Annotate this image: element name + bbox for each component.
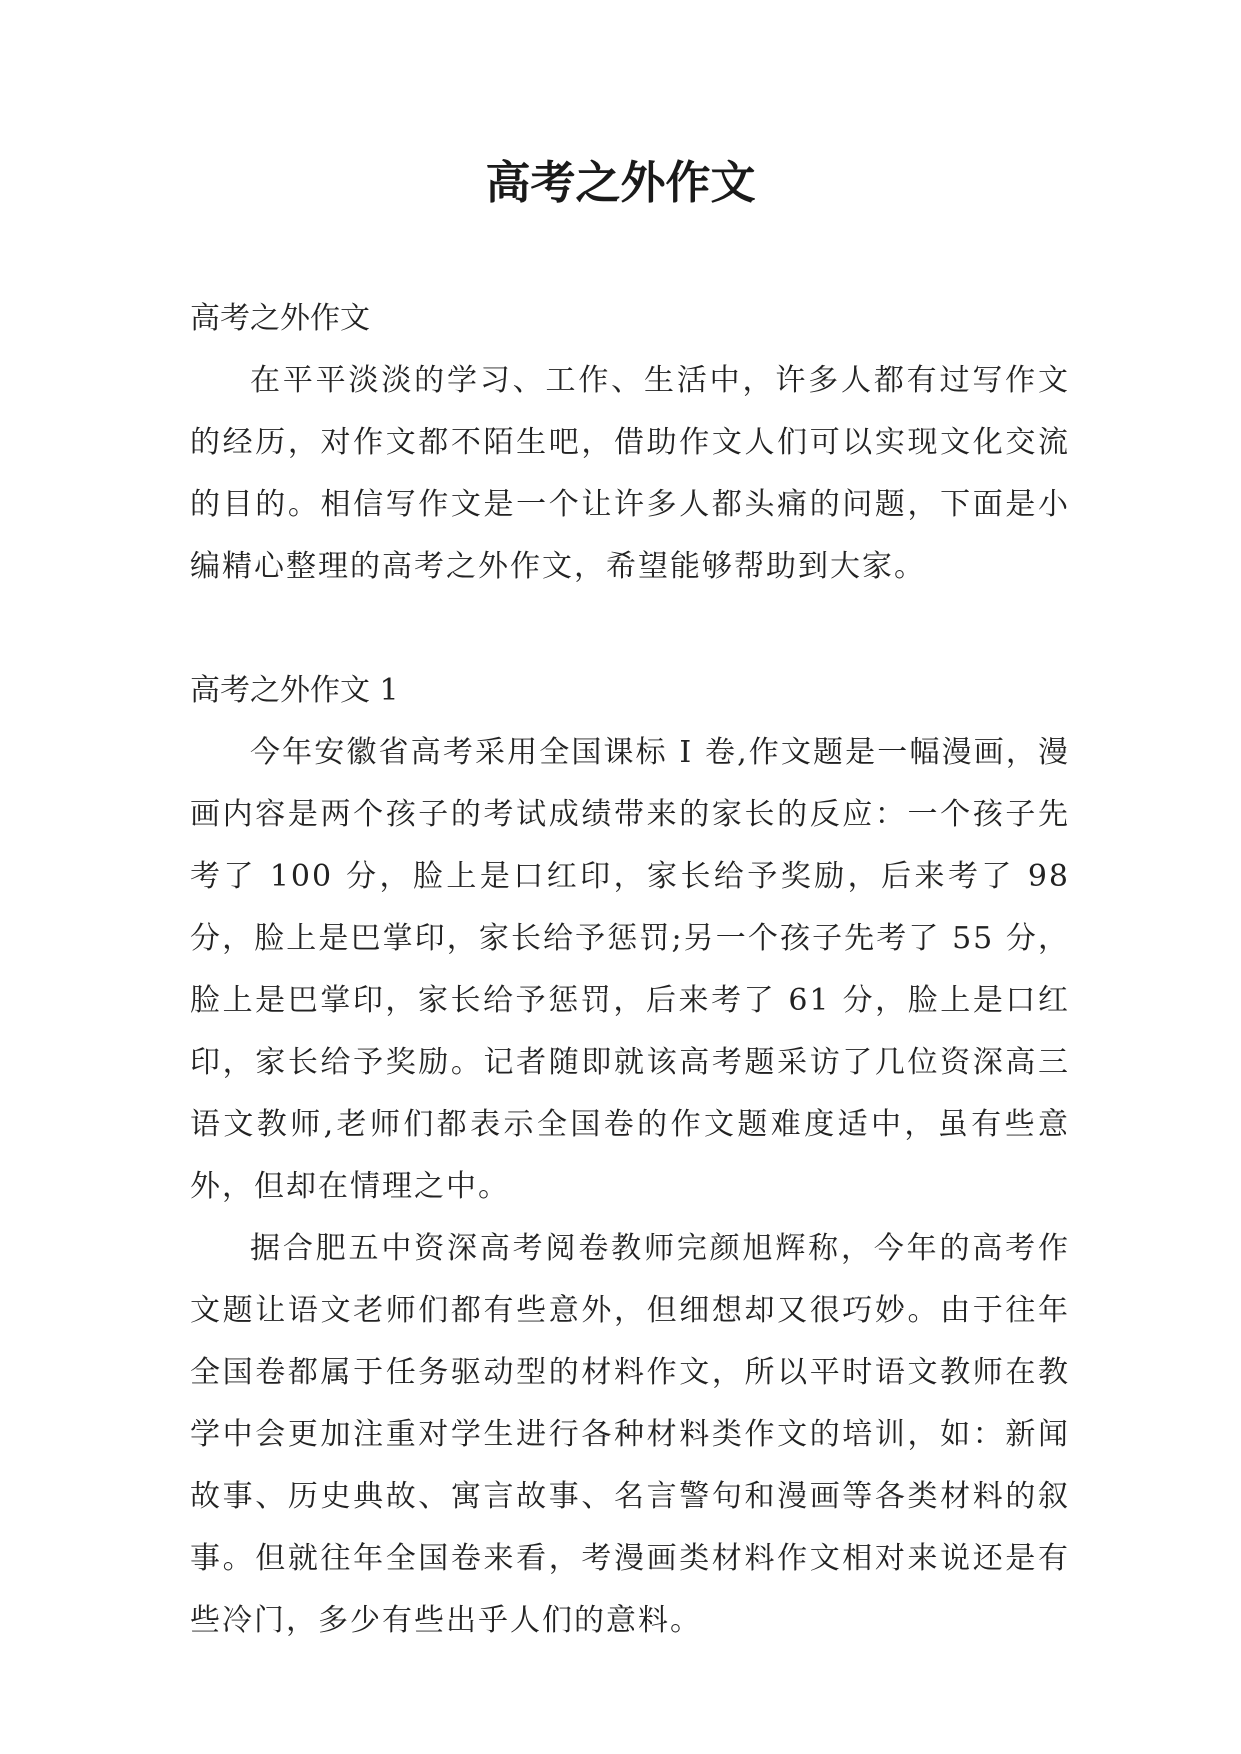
intro-heading: 高考之外作文 [190,301,370,336]
section-1-paragraph-1: 今年安徽省高考采用全国课标 I 卷,作文题是一幅漫画，漫画内容是两个孩子的考试成绩带来的家长的反应：一个孩子先考了 100 分，脸上是口红印，家长给予奖励，后来考了 98 分，脸上是巴掌印，家长给予惩罚;另一个孩子先考了 55 分，脸上是巴掌印，家长给予惩罚，后来考了 61 分，脸上是口红印，家长给予奖励。记者随即就该高考题采访了几位资深高三语文教师,老师们都表示全国卷的作文题难度适中，虽有些意外，但却在情理之中。 [190,735,1070,1204]
intro-paragraph: 在平平淡淡的学习、工作、生活中，许多人都有过写作文的经历，对作文都不陌生吧，借助作文人们可以实现文化交流的目的。相信写作文是一个让许多人都头痛的问题，下面是小编精心整理的高考之外作文，希望能够帮助到大家。 [190,363,1070,584]
section-spacer [190,598,1070,660]
section-1-heading: 高考之外作文 1 [190,673,399,708]
section-1-paragraph-2: 据合肥五中资深高考阅卷教师完颜旭辉称，今年的高考作文题让语文老师们都有些意外，但细想却又很巧妙。由于往年全国卷都属于任务驱动型的材料作文，所以平时语文教师在教学中会更加注重对学生进行各种材料类作文的培训，如：新闻故事、历史典故、寓言故事、名言警句和漫画等各类材料的叙事。但就往年全国卷来看，考漫画类材料作文相对来说还是有些冷门，多少有些出乎人们的意料。 [190,1231,1070,1638]
document-title: 高考之外作文 [485,156,756,209]
document-body [190,288,1070,1652]
